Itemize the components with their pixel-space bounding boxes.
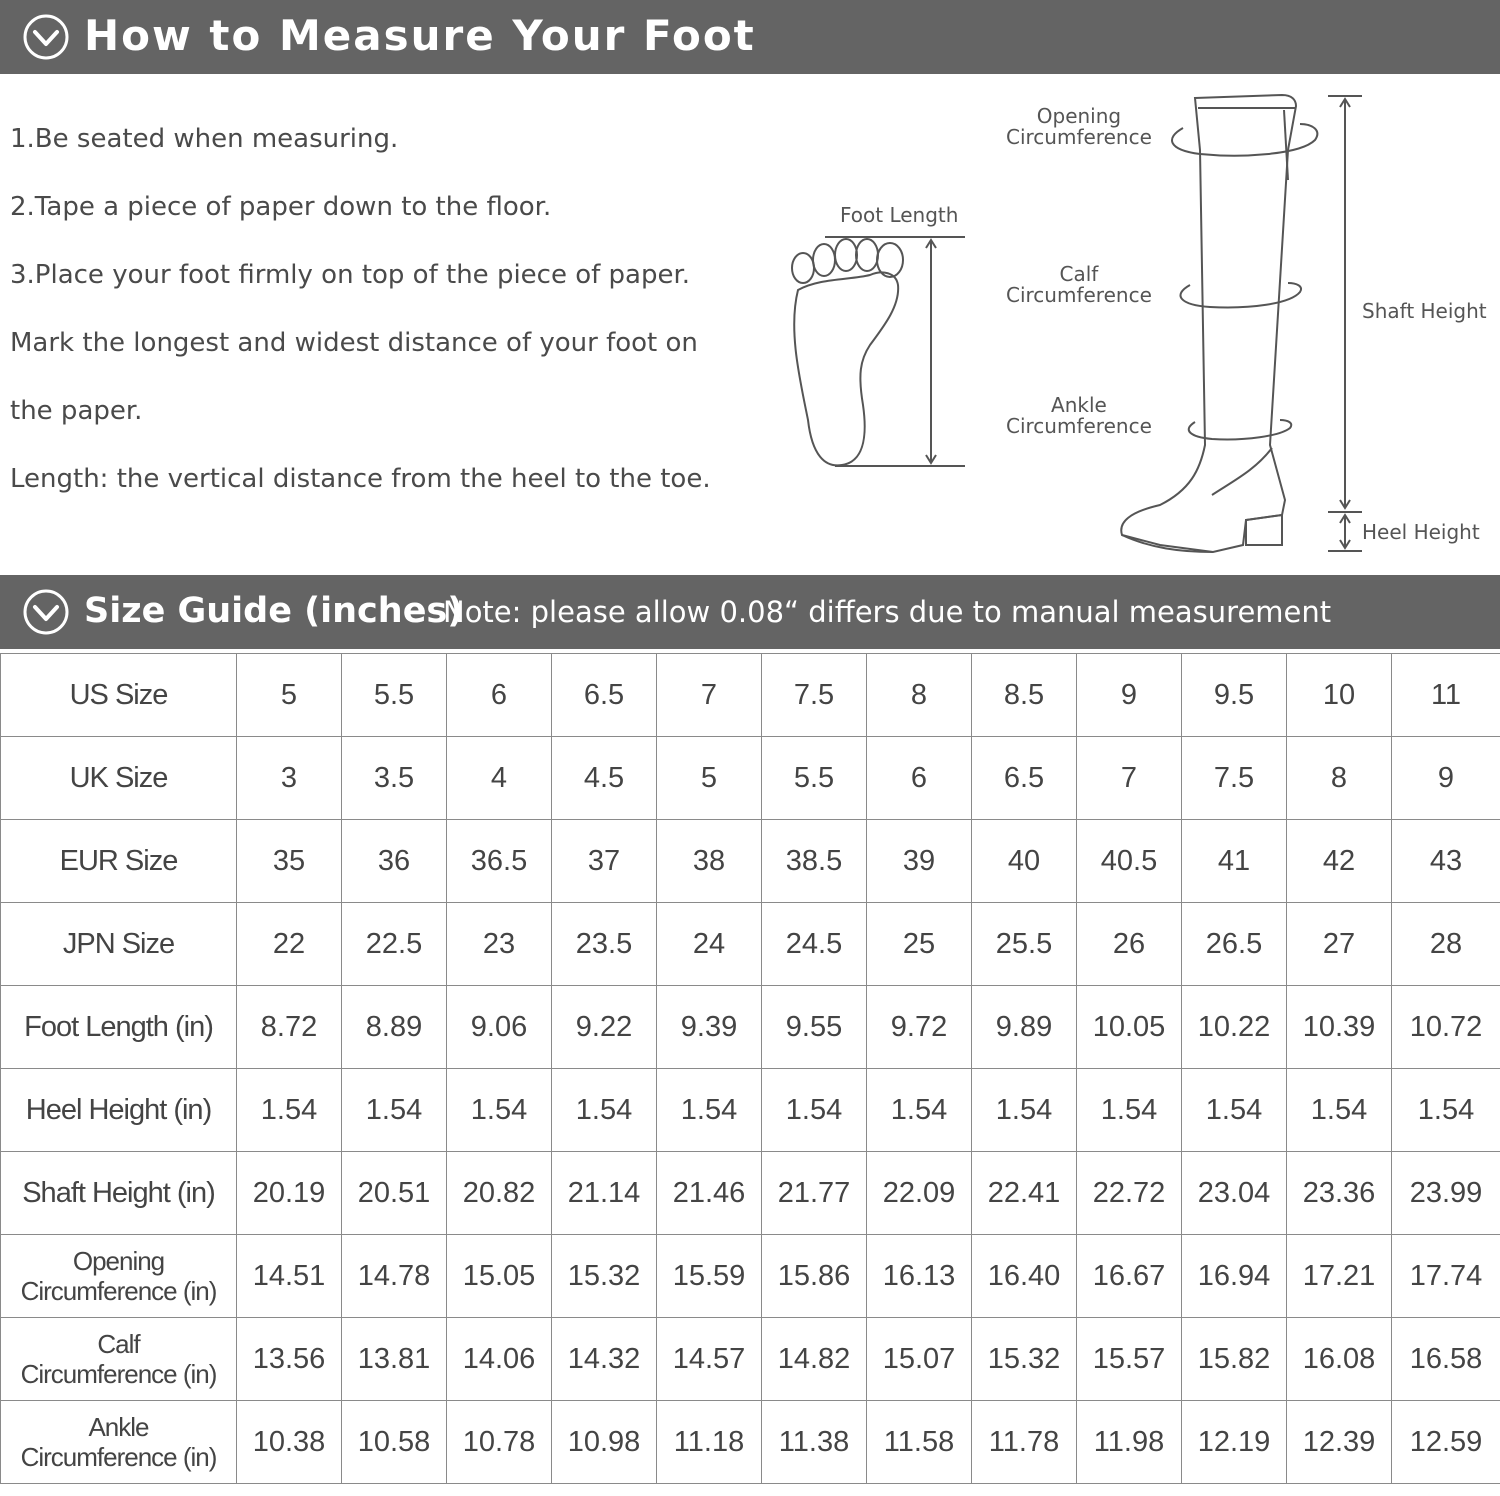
table-cell: 14.57	[657, 1318, 762, 1401]
table-cell: 7	[657, 654, 762, 737]
table-cell: 14.78	[342, 1235, 447, 1318]
table-cell: 12.39	[1287, 1401, 1392, 1484]
table-cell: 8.72	[237, 986, 342, 1069]
table-cell: 1.54	[657, 1069, 762, 1152]
table-cell: 7.5	[762, 654, 867, 737]
row-label	[1, 820, 237, 903]
foot-length-label: Foot Length	[840, 203, 959, 227]
table-cell: 10.78	[447, 1401, 552, 1484]
table-cell: 36.5	[447, 820, 552, 903]
table-cell: 27	[1287, 903, 1392, 986]
table-cell: 20.19	[237, 1152, 342, 1235]
row-label-line: Circumference (in)	[20, 1442, 217, 1472]
table-cell: 9.39	[657, 986, 762, 1069]
table-cell: 10	[1287, 654, 1392, 737]
row-label-line: JPN Size	[62, 927, 175, 960]
table-cell: 41	[1182, 820, 1287, 903]
heel-height-label: Heel Height	[1362, 520, 1480, 544]
table-cell: 6	[867, 737, 972, 820]
row-label	[1, 1401, 237, 1484]
table-cell: 15.86	[762, 1235, 867, 1318]
row-label-line: Shaft Height (in)	[22, 1176, 215, 1209]
table-cell: 15.57	[1077, 1318, 1182, 1401]
table-cell: 10.98	[552, 1401, 657, 1484]
table-cell: 9.22	[552, 986, 657, 1069]
table-cell: 1.54	[1392, 1069, 1500, 1152]
table-cell: 24.5	[762, 903, 867, 986]
table-cell: 22.5	[342, 903, 447, 986]
row-label	[1, 903, 237, 986]
row-label-line: UK Size	[69, 761, 168, 794]
table-cell: 26	[1077, 903, 1182, 986]
table-cell: 1.54	[342, 1069, 447, 1152]
table-cell: 9.55	[762, 986, 867, 1069]
instruction-1: 1.Be seated when measuring.	[10, 124, 399, 154]
table-cell: 13.56	[237, 1318, 342, 1401]
ankle-label-line1: Ankle	[1051, 393, 1107, 417]
table-row	[1, 1235, 1500, 1318]
table-cell: 23	[447, 903, 552, 986]
table-cell: 14.06	[447, 1318, 552, 1401]
table-cell: 23.36	[1287, 1152, 1392, 1235]
table-cell: 16.58	[1392, 1318, 1500, 1401]
ankle-label-line2: Circumference	[1006, 414, 1152, 438]
table-cell: 38	[657, 820, 762, 903]
table-cell: 35	[237, 820, 342, 903]
table-cell: 10.72	[1392, 986, 1500, 1069]
table-cell: 22.72	[1077, 1152, 1182, 1235]
table-cell: 1.54	[1182, 1069, 1287, 1152]
table-cell: 10.38	[237, 1401, 342, 1484]
table-cell: 16.13	[867, 1235, 972, 1318]
table-cell: 15.32	[972, 1318, 1077, 1401]
row-label-line: Opening	[72, 1246, 165, 1276]
size-table	[0, 653, 1500, 1484]
table-cell: 40.5	[1077, 820, 1182, 903]
table-cell: 8.89	[342, 986, 447, 1069]
table-cell: 21.77	[762, 1152, 867, 1235]
table-cell: 5	[657, 737, 762, 820]
row-label	[1, 1069, 237, 1152]
table-cell: 10.05	[1077, 986, 1182, 1069]
table-cell: 22	[237, 903, 342, 986]
size-table-body	[1, 654, 1500, 1484]
row-label	[1, 986, 237, 1069]
table-cell: 9	[1077, 654, 1182, 737]
table-cell: 6.5	[972, 737, 1077, 820]
table-cell: 16.94	[1182, 1235, 1287, 1318]
size-guide-title: Size Guide (inches)	[84, 591, 464, 631]
table-cell: 4	[447, 737, 552, 820]
measure-title: How to Measure Your Foot	[84, 11, 756, 60]
shaft-height-label: Shaft Height	[1362, 299, 1487, 323]
table-cell: 5	[237, 654, 342, 737]
table-cell: 37	[552, 820, 657, 903]
row-label	[1, 1152, 237, 1235]
table-cell: 14.51	[237, 1235, 342, 1318]
table-cell: 11.38	[762, 1401, 867, 1484]
table-cell: 3.5	[342, 737, 447, 820]
measurement-diagram	[0, 74, 1500, 574]
table-cell: 22.09	[867, 1152, 972, 1235]
table-cell: 12.19	[1182, 1401, 1287, 1484]
table-cell: 1.54	[237, 1069, 342, 1152]
instruction-6: Length: the vertical distance from the heel to the toe.	[10, 464, 711, 494]
table-row	[1, 737, 1500, 820]
table-cell: 6	[447, 654, 552, 737]
table-cell: 9.72	[867, 986, 972, 1069]
table-cell: 8.5	[972, 654, 1077, 737]
size-guide-banner	[0, 575, 1500, 649]
table-cell: 16.67	[1077, 1235, 1182, 1318]
table-cell: 5.5	[342, 654, 447, 737]
chevron-circle-icon	[22, 13, 70, 61]
table-cell: 8	[867, 654, 972, 737]
row-label	[1, 737, 237, 820]
table-cell: 9.06	[447, 986, 552, 1069]
table-cell: 1.54	[1077, 1069, 1182, 1152]
table-cell: 15.82	[1182, 1318, 1287, 1401]
table-cell: 42	[1287, 820, 1392, 903]
table-cell: 1.54	[552, 1069, 657, 1152]
table-row	[1, 820, 1500, 903]
table-row	[1, 1401, 1500, 1484]
opening-circumference-label	[1006, 106, 1152, 148]
table-cell: 7.5	[1182, 737, 1287, 820]
table-cell: 23.99	[1392, 1152, 1500, 1235]
table-cell: 20.51	[342, 1152, 447, 1235]
row-label	[1, 1235, 237, 1318]
table-row	[1, 986, 1500, 1069]
table-cell: 12.59	[1392, 1401, 1500, 1484]
table-cell: 11.78	[972, 1401, 1077, 1484]
instruction-2: 2.Tape a piece of paper down to the floor.	[10, 192, 552, 222]
row-label-line: US Size	[69, 678, 168, 711]
table-cell: 7	[1077, 737, 1182, 820]
table-cell: 1.54	[972, 1069, 1077, 1152]
instruction-5: the paper.	[10, 396, 143, 426]
table-cell: 21.46	[657, 1152, 762, 1235]
table-cell: 10.22	[1182, 986, 1287, 1069]
table-cell: 39	[867, 820, 972, 903]
table-cell: 24	[657, 903, 762, 986]
row-label	[1, 1318, 237, 1401]
table-cell: 17.74	[1392, 1235, 1500, 1318]
table-cell: 9.89	[972, 986, 1077, 1069]
table-cell: 16.40	[972, 1235, 1077, 1318]
table-cell: 38.5	[762, 820, 867, 903]
table-cell: 11.18	[657, 1401, 762, 1484]
table-cell: 17.21	[1287, 1235, 1392, 1318]
table-cell: 1.54	[447, 1069, 552, 1152]
table-cell: 15.59	[657, 1235, 762, 1318]
row-label-line: Circumference (in)	[20, 1276, 217, 1306]
table-cell: 11	[1392, 654, 1500, 737]
table-row	[1, 903, 1500, 986]
table-cell: 22.41	[972, 1152, 1077, 1235]
table-cell: 9.5	[1182, 654, 1287, 737]
row-label-line: EUR Size	[59, 844, 178, 877]
row-label	[1, 654, 237, 737]
table-cell: 6.5	[552, 654, 657, 737]
table-cell: 20.82	[447, 1152, 552, 1235]
table-cell: 15.32	[552, 1235, 657, 1318]
ankle-circumference-label	[1006, 395, 1152, 437]
table-cell: 10.58	[342, 1401, 447, 1484]
table-cell: 16.08	[1287, 1318, 1392, 1401]
table-cell: 40	[972, 820, 1077, 903]
table-cell: 23.5	[552, 903, 657, 986]
table-cell: 8	[1287, 737, 1392, 820]
table-cell: 25.5	[972, 903, 1077, 986]
table-cell: 21.14	[552, 1152, 657, 1235]
calf-circumference-label	[1006, 264, 1152, 306]
table-cell: 5.5	[762, 737, 867, 820]
table-row	[1, 654, 1500, 737]
foot-icon	[792, 239, 903, 465]
table-cell: 9	[1392, 737, 1500, 820]
opening-label-line1: Opening	[1036, 104, 1122, 128]
row-label-line: Calf	[97, 1329, 140, 1359]
table-cell: 1.54	[867, 1069, 972, 1152]
table-cell: 4.5	[552, 737, 657, 820]
calf-label-line2: Circumference	[1006, 283, 1152, 307]
table-cell: 1.54	[762, 1069, 867, 1152]
table-cell: 14.32	[552, 1318, 657, 1401]
table-cell: 11.98	[1077, 1401, 1182, 1484]
table-cell: 15.07	[867, 1318, 972, 1401]
instruction-3: 3.Place your foot firmly on top of the piece of paper.	[10, 260, 691, 290]
table-cell: 23.04	[1182, 1152, 1287, 1235]
table-cell: 3	[237, 737, 342, 820]
table-cell: 43	[1392, 820, 1500, 903]
row-label-line: Foot Length (in)	[24, 1010, 213, 1043]
measure-banner	[0, 0, 1500, 74]
row-label-line: Heel Height (in)	[25, 1093, 212, 1126]
calf-label-line1: Calf	[1059, 262, 1099, 286]
table-cell: 15.05	[447, 1235, 552, 1318]
table-row	[1, 1318, 1500, 1401]
table-cell: 14.82	[762, 1318, 867, 1401]
table-cell: 1.54	[1287, 1069, 1392, 1152]
table-cell: 11.58	[867, 1401, 972, 1484]
opening-label-line2: Circumference	[1006, 125, 1152, 149]
chevron-circle-icon	[22, 588, 70, 636]
size-guide-note: Note: please allow 0.08“ differs due to manual measurement	[443, 595, 1332, 629]
row-label-line: Ankle	[88, 1412, 149, 1442]
table-cell: 25	[867, 903, 972, 986]
table-row	[1, 1069, 1500, 1152]
boot-icon	[1121, 95, 1296, 552]
table-row	[1, 1152, 1500, 1235]
row-label-line: Circumference (in)	[20, 1359, 217, 1389]
table-cell: 26.5	[1182, 903, 1287, 986]
instruction-4: Mark the longest and widest distance of your foot on	[10, 328, 698, 358]
table-cell: 36	[342, 820, 447, 903]
table-cell: 10.39	[1287, 986, 1392, 1069]
table-cell: 13.81	[342, 1318, 447, 1401]
table-cell: 28	[1392, 903, 1500, 986]
